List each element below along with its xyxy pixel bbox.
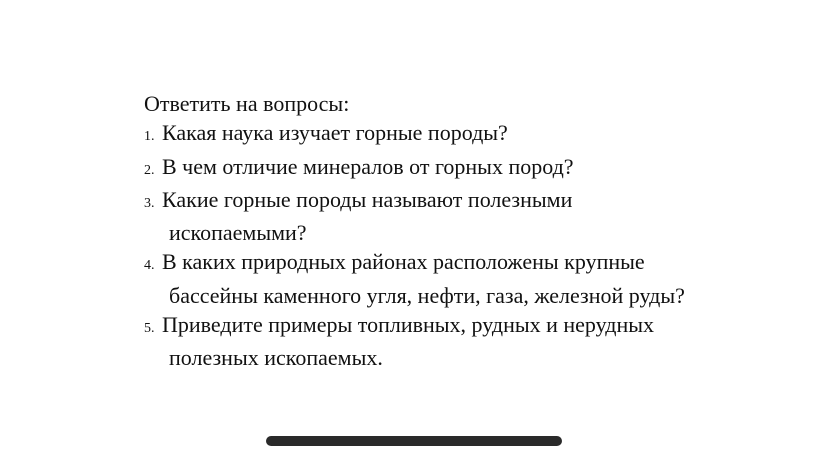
list-item <box>144 118 804 151</box>
question-text: В каких природных районах расположены крупные <box>162 249 645 275</box>
question-text: Какая наука изучает горные породы? <box>162 120 508 146</box>
question-text: Приведите примеры топливных, рудных и нерудных <box>162 312 655 338</box>
list-item <box>144 152 804 185</box>
question-number: 1. <box>144 129 155 145</box>
question-number: 5. <box>144 321 155 337</box>
question-number: 3. <box>144 195 155 211</box>
question-text: В чем отличие минералов от горных пород? <box>162 153 574 179</box>
question-list <box>144 118 804 372</box>
list-item <box>144 310 804 373</box>
home-indicator-bar[interactable] <box>266 436 562 446</box>
question-number: 2. <box>144 162 155 178</box>
page-title: Ответить на вопросы: <box>144 91 350 116</box>
document-body <box>144 89 804 373</box>
question-text-continued: ископаемыми? <box>169 220 307 246</box>
question-number: 4. <box>144 258 155 274</box>
list-item <box>144 185 804 248</box>
question-text-continued: полезных ископаемых. <box>169 345 383 371</box>
list-item <box>144 247 804 310</box>
question-text-continued: бассейны каменного угля, нефти, газа, железной руды? <box>169 282 685 308</box>
question-text: Какие горные породы называют полезными <box>162 186 573 212</box>
